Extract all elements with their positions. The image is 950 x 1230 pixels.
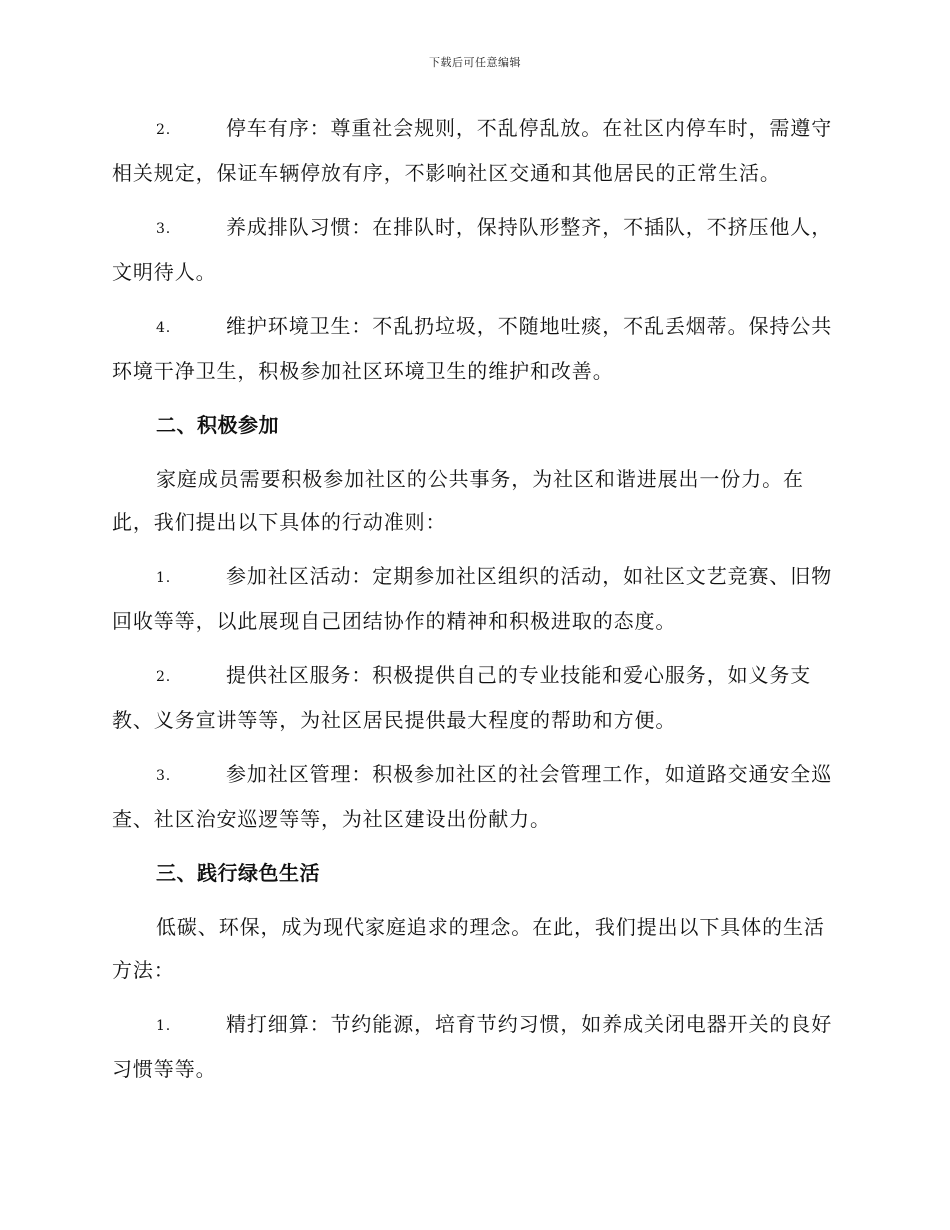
item-number: 1. [156, 1018, 172, 1034]
item-text: 养成排队习惯：在排队时，保持队形整齐，不插队，不挤压他人，文明待人。 [112, 215, 833, 284]
list-item [112, 1003, 834, 1091]
item-text: 参加社区活动：定期参加社区组织的活动，如社区文艺竞赛、旧物回收等等，以此展现自己团结协作的精神和积极进取的态度。 [112, 564, 833, 633]
page-header: 下载后可任意编辑 [429, 56, 521, 69]
item-number: 3. [156, 768, 172, 784]
item-number: 3. [156, 221, 172, 237]
section-heading: 三、践行绿色生活 [156, 861, 320, 885]
list-item [112, 206, 834, 294]
item-number: 4. [156, 320, 172, 336]
list-item [112, 654, 834, 742]
item-text: 精打细算：节约能源，培育节约习惯，如养成关闭电器开关的良好习惯等等。 [112, 1012, 833, 1081]
section-heading: 二、积极参加 [156, 413, 279, 437]
item-text: 提供社区服务：积极提供自己的专业技能和爱心服务，如义务支教、义务宣讲等等，为社区居民提供最大程度的帮助和方便。 [112, 663, 812, 732]
section-intro: 低碳、环保，成为现代家庭追求的理念。在此，我们提出以下具体的生活方法： [112, 915, 825, 982]
item-text: 停车有序：尊重社会规则，不乱停乱放。在社区内停车时，需遵守相关规定，保证车辆停放有序，不影响社区交通和其他居民的正常生活。 [112, 116, 833, 185]
item-text: 参加社区管理：积极参加社区的社会管理工作，如道路交通安全巡查、社区治安巡逻等等，为社区建设出份献力。 [112, 762, 833, 831]
list-item [112, 305, 834, 393]
section-intro: 家庭成员需要积极参加社区的公共事务，为社区和谐进展出一份力。在此，我们提出以下具体的行动准则： [112, 467, 804, 534]
item-text: 维护环境卫生：不乱扔垃圾，不随地吐痰，不乱丢烟蒂。保持公共环境干净卫生，积极参加社区环境卫生的维护和改善。 [112, 314, 833, 383]
document-body [112, 107, 834, 1091]
list-item [112, 107, 834, 195]
item-number: 2. [156, 122, 172, 138]
item-number: 2. [156, 669, 172, 685]
list-item [112, 753, 834, 841]
item-number: 1. [156, 570, 172, 586]
list-item [112, 555, 834, 643]
